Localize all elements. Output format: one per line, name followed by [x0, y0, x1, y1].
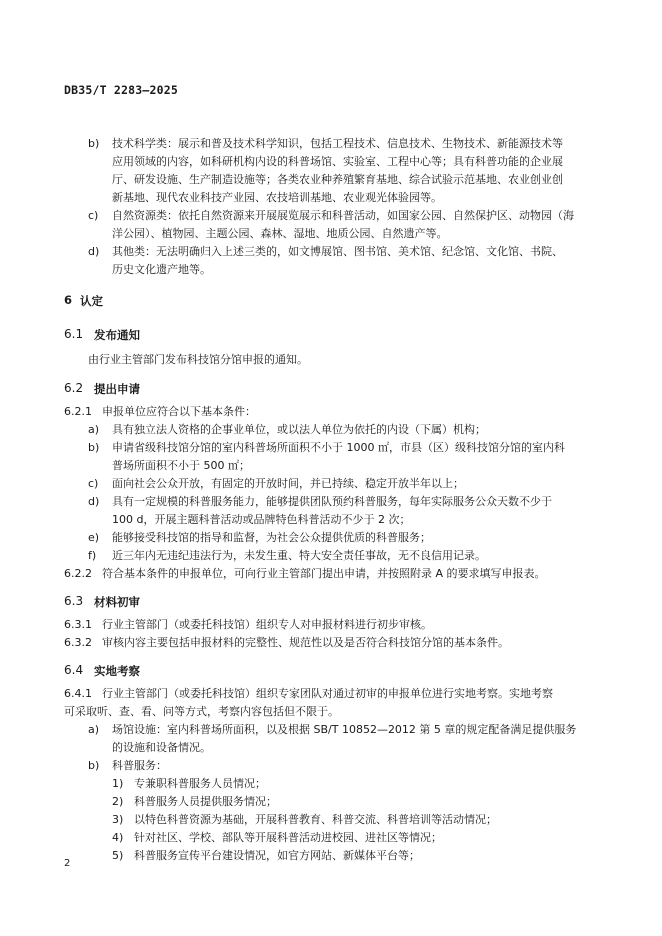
list-b-line-2: 应用领域的内容，如科研机构内设的科普场馆、实验室、工程中心等；具有科普功能的企业展	[112, 155, 563, 168]
subitem-label-2: 2)	[112, 795, 124, 808]
inspection-label-b: b)	[88, 759, 100, 772]
clause-6-2-1-number: 6.2.1	[64, 405, 92, 418]
list-label-d: d)	[88, 245, 100, 258]
condition-b-line-1: 申请省级科技馆分馆的室内科普场所面积不小于 1000 ㎡，市县（区）级科技馆分馆的室内科	[112, 441, 565, 454]
subitem-text-5: 科普服务宣传平台建设情况，如官方网站、新媒体平台等；	[134, 849, 420, 862]
condition-d-line-1: 具有一定规模的科普服务能力，能够提供团队预约科普服务，每年实际服务公众天数不少于	[112, 495, 552, 508]
section-6-1-number: 6.1	[64, 327, 84, 341]
standard-code: DB35/T 2283—2025	[64, 83, 178, 97]
condition-f-line-1: 近三年内无违纪违法行为，未发生重、特大安全责任事故，无不良信用记录。	[112, 549, 486, 562]
list-d-line-2: 历史文化遗产地等。	[112, 263, 211, 276]
section-6-2-title: 提出申请	[94, 382, 140, 396]
inspection-b-text: 科普服务：	[112, 759, 167, 772]
subitem-label-3: 3)	[112, 813, 124, 826]
page-number: 2	[64, 858, 71, 869]
list-label-b: b)	[88, 137, 100, 150]
condition-label-a: a)	[88, 423, 100, 436]
clause-6-3-2-number: 6.3.2	[64, 636, 92, 649]
subitem-label-4: 4)	[112, 831, 124, 844]
list-d-line-1: 其他类：无法明确归入上述三类的，如文博展馆、图书馆、美术馆、纪念馆、文化馆、书院、	[112, 245, 563, 258]
section-6-number: 6	[64, 293, 73, 307]
section-6-3-number: 6.3	[64, 594, 84, 608]
section-6-title: 认定	[80, 294, 103, 308]
clause-6-3-2-text: 审核内容主要包括申报材料的完整性、规范性以及是否符合科技馆分馆的基本条件。	[102, 636, 509, 649]
condition-label-e: e)	[88, 531, 100, 544]
subitem-text-2: 科普服务人员提供服务情况；	[134, 795, 277, 808]
clause-6-2-1-text: 申报单位应符合以下基本条件：	[102, 405, 256, 418]
section-6-1-title: 发布通知	[94, 328, 140, 342]
clause-6-4-1-line-2: 可采取听、查、看、问等方式，考察内容包括但不限于。	[64, 705, 339, 718]
condition-label-d: d)	[88, 495, 100, 508]
subitem-text-4: 针对社区、学校、部队等开展科普活动进校园、进社区等情况；	[134, 831, 442, 844]
subitem-text-1: 专兼职科普服务人员情况；	[134, 777, 266, 790]
subitem-text-3: 以特色科普资源为基础，开展科普教育、科普交流、科普培训等活动情况；	[134, 813, 497, 826]
list-label-c: c)	[88, 209, 99, 222]
section-6-4-number: 6.4	[64, 663, 84, 677]
list-b-line-4: 新基地、现代农业科技产业园、农技培训基地、农业观光体验园等。	[112, 191, 442, 204]
section-6-2-number: 6.2	[64, 381, 84, 395]
clause-6-3-1-text: 行业主管部门（或委托科技馆）组织专人对申报材料进行初步审核。	[102, 618, 432, 631]
condition-b-line-2: 普场所面积不小于 500 ㎡；	[112, 459, 250, 472]
condition-d-line-2: 100 d，开展主题科普活动或品牌特色科普活动不少于 2 次；	[112, 513, 411, 526]
condition-label-f: f)	[88, 549, 97, 562]
condition-e-line-1: 能够接受科技馆的指导和监督，为社会公众提供优质的科普服务；	[112, 531, 431, 544]
inspection-a-line-2: 的设施和设备情况。	[112, 741, 211, 754]
list-b-line-1: 技术科学类：展示和普及技术科学知识，包括工程技术、信息技术、生物技术、新能源技术等	[112, 137, 563, 150]
inspection-label-a: a)	[88, 723, 100, 736]
condition-c-line-1: 面向社会公众开放，有固定的开放时间，并已持续、稳定开放半年以上；	[112, 477, 464, 490]
clause-6-2-2-number: 6.2.2	[64, 567, 92, 580]
list-c-line-2: 洋公园）、植物园、主题公园、森林、湿地、地质公园、自然遗产等。	[112, 227, 448, 240]
clause-6-4-1-number: 6.4.1	[64, 687, 92, 700]
clause-6-3-1-number: 6.3.1	[64, 618, 92, 631]
clause-6-4-1-line-1: 行业主管部门（或委托科技馆）组织专家团队对通过初审的申报单位进行实地考察。实地考察	[102, 687, 553, 700]
list-c-line-1: 自然资源类：依托自然资源来开展展览展示和科普活动，如国家公园、自然保护区、动物园（海	[112, 209, 574, 222]
clause-6-2-2-text: 符合基本条件的申报单位，可向行业主管部门提出申请，并按照附录 A 的要求填写申报表。	[102, 567, 546, 580]
section-6-4-title: 实地考察	[94, 664, 140, 678]
condition-a-line-1: 具有独立法人资格的企事业单位，或以法人单位为依托的内设（下属）机构；	[112, 423, 486, 436]
section-6-3-title: 材料初审	[94, 595, 140, 609]
inspection-a-line-1: 场馆设施：室内科普场所面积，以及根据 SB/T 10852—2012 第 5 章的规定配备满足提供服务	[112, 723, 577, 736]
condition-label-b: b)	[88, 441, 100, 454]
subitem-label-5: 5)	[112, 849, 124, 862]
list-b-line-3: 厅、研发设施、生产制造设施等；各类农业种养殖繁育基地、综合试验示范基地、农业创业创	[112, 173, 563, 186]
condition-label-c: c)	[88, 477, 99, 490]
section-6-1-body: 由行业主管部门发布科技馆分馆申报的通知。	[88, 353, 308, 366]
subitem-label-1: 1)	[112, 777, 124, 790]
